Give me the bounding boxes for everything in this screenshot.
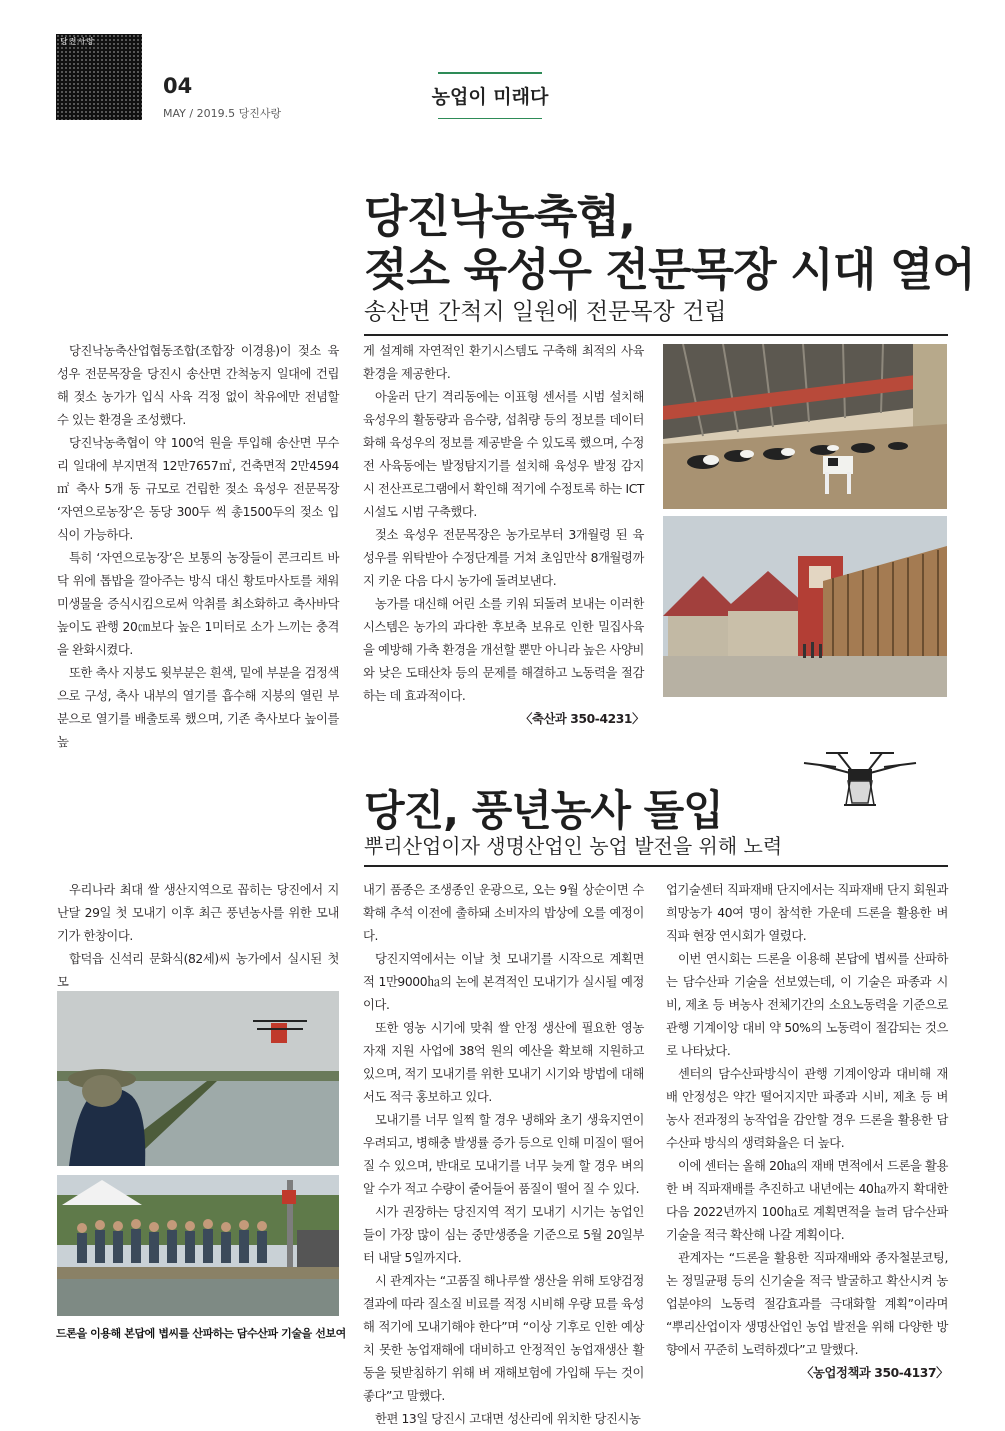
demonstration-crowd-image [57,1175,339,1316]
barn-interior-image [663,344,947,509]
paragraph: 이에 센터는 올해 20㏊의 재배 면적에서 드론을 활용한 벼 직파재배를 추진하고 내년에는 40㏊까지 확대한 다음 2022년까지 100㏊로 계획면적을 늘려 담수산파기술을 적극 확산해 나갈 계획이다. [666,1159,948,1242]
paragraph: 시 관계자는 “고품질 해나루쌀 생산을 위해 토양검정 결과에 따라 질소질 비료를 적정 시비해 우량 묘를 육성해 적기에 모내기해야 한다”며 “이상 기후로 인한 예상치 못한 농업재해에 대비하고 안정적인 농업재생산 활동을 뒷받침하기 위해 벼 재해보험에 가입해 두는 것이 좋다”고 말했다. [363,1274,644,1403]
section-header [410,72,570,119]
paragraph: 당진낙농축협이 약 100억 원을 투입해 송산면 무수리 일대에 부지면적 12만7657㎡, 건축면적 2만4594㎡ 축사 5개 동 규모로 건립한 젖소 육성우 전문목장 ‘자연으로농장’은 동당 300두 씩 총1500두의 젖소 입식이 가능하다. [57,436,339,542]
issue-info: MAY / 2019.5 당진사랑 [163,107,282,120]
article1-title-line2: 젖소 육성우 전문목장 시대 열어 [364,243,975,296]
logo-label: 당진사랑 [60,37,95,46]
section-divider-bottom [438,118,542,119]
drone-field-photo [57,991,339,1166]
paragraph: 또한 영농 시기에 맞춰 쌀 안정 생산에 필요한 영농자재 지원 사업에 38억 원의 예산을 확보해 지원하고 있으며, 적기 모내기를 위한 모내기 시기와 방법에 대해서도 적극 홍보하고 있다. [363,1021,644,1104]
paragraph: 당진낙농축산업협동조합(조합장 이경용)이 젖소 육성우 전문목장을 당진시 송산면 간척농지 일대에 건립해 젖소 농가가 입식 사육 걱정 없이 착유에만 전념할 수 있는 환경을 조성했다. [57,344,339,427]
paragraph: 내기 품종은 조생종인 운광으로, 오는 9월 상순이면 수확해 추석 이전에 출하돼 소비자의 밥상에 오를 예정이다. [363,883,644,943]
article1-title-line1: 당진낙농축협, [364,190,635,243]
paragraph: 합덕읍 신석리 문화식(82세)씨 농가에서 실시된 첫 모 [57,952,339,989]
paragraph: 모내기를 너무 일찍 할 경우 냉해와 초기 생육지연이 우려되고, 병해충 발생률 증가 등으로 인해 미질이 떨어질 수 있으며, 반대로 모내기를 너무 늦게 할 경우 벼의 알 수가 적고 수량이 줄어들어 품질이 떨어 질 수 있다. [363,1113,644,1196]
article2-column3 [666,879,948,1385]
drone-icon [800,745,920,821]
paragraph: 업기술센터 직파재배 단지에서는 직파재배 단지 회원과 희망농가 40여 명이 참석한 가운데 드론을 활용한 벼 직파 현장 연시회가 열렸다. [666,883,948,943]
page-number: 04 [163,74,193,98]
article2-column1 [57,879,339,994]
article2-rule [364,865,948,867]
article1-rule [364,334,948,336]
article2-title: 당진, 풍년농사 돌입 [364,786,723,835]
drone-field-image [57,991,339,1166]
paragraph: 센터의 담수산파방식이 관행 기계이앙과 대비해 재배 안정성은 약간 떨어지지만 파종과 시비, 제초 등 벼농사 전과정의 농작업을 감안할 경우 드론을 활용한 담수산파 방식의 생력화율은 더 높다. [666,1067,948,1150]
paragraph: 시가 권장하는 당진지역 적기 모내기 시기는 농업인들이 가장 많이 심는 중만생종을 기준으로 5월 20일부터 내달 5일까지다. [363,1205,644,1265]
barn-exterior-photo [663,516,947,697]
paragraph: 한편 13일 당진시 고대면 성산리에 위치한 당진시농 [375,1412,641,1426]
demonstration-crowd-photo [57,1175,339,1316]
barn-exterior-image [663,516,947,697]
article1-contact: 〈축산과 350-4231〉 [520,712,644,726]
paragraph: 관계자는 “드론을 활용한 직파재배와 종자철분코팅, 논 정밀균평 등의 신기술을 적극 발굴하고 확산시켜 농업분야의 노동력 절감효과를 극대화할 계획”이라며 “뿌리산업이자 생명산업인 농업 발전을 위해 다양한 방향에서 꾸준히 노력하겠다”고 말했다. [666,1251,948,1357]
barn-interior-photo [663,344,947,509]
paragraph: 또한 축사 지붕도 윗부분은 흰색, 밑에 부분을 검정색으로 구성, 축사 내부의 열기를 흡수해 지붕의 열린 부분으로 열기를 배출토록 했으며, 기존 축사보다 높이를 높 [57,666,339,749]
article2-column2 [363,879,644,1431]
paragraph: 특히 ‘자연으로농장’은 보통의 농장들이 콘크리트 바닥 위에 톱밥을 깔아주는 방식 대신 황토마사토를 채워 미생물을 증식시킴으로써 악취를 최소화하고 축사바닥 높이도 관행 20㎝보다 높은 1미터로 소가 느끼는 충격을 완화시켰다. [57,551,339,657]
paragraph: 이번 연시회는 드론을 이용해 본답에 볍씨를 산파하는 담수산파 기술을 선보였는데, 이 기술은 파종과 시비, 제초 등 벼농사 전체기간의 소요노동력을 기준으로 관행 기계이앙 대비 약 50%의 노동력이 절감되는 것으로 나타났다. [666,952,948,1058]
paragraph: 농가를 대신해 어린 소를 키워 되돌려 보내는 이러한 시스템은 농가의 과다한 후보축 보유로 인한 밀집사육을 예방해 가축 환경을 개선할 뿐만 아니라 높은 사양비와 낮은 도태산차 등의 문제를 해결하고 노동력을 절감하는 데 효과적이다. [363,597,644,703]
section-divider [438,72,542,74]
article2-contact: 〈농업정책과 350-4137〉 [801,1366,948,1380]
article1-column1 [57,340,339,754]
article1-subtitle: 송산면 간척지 일원에 전문목장 건립 [364,299,727,325]
article1-title [364,190,975,296]
section-title: 농업이 미래다 [431,86,549,108]
paragraph: 젖소 육성우 전문목장은 농가로부터 3개월령 된 육성우를 위탁받아 수정단계를 거쳐 초임만삭 8개월령까지 키운 다음 다시 농가에 돌려보낸다. [363,528,644,588]
drone-illustration [800,745,920,821]
paragraph: 당진지역에서는 이날 첫 모내기를 시작으로 계획면적 1만9000㏊의 논에 본격적인 모내기가 실시될 예정이다. [363,952,644,1012]
paragraph: 우리나라 최대 쌀 생산지역으로 꼽히는 당진에서 지난달 29일 첫 모내기 이후 최근 풍년농사를 위한 모내기가 한창이다. [57,883,339,943]
paragraph: 아울러 단기 격리동에는 이표형 센서를 시범 설치해 육성우의 활동량과 음수량, 섭취량 등의 정보를 데이터화해 육성우의 정보를 제공받을 수 있도록 했으며, 수정 전 사육동에는 발정탐지기를 설치해 육성우 발정 감지 시 전산프로그램에서 확인해 적기에 수정토록 하는 ICT시설도 시범 구축했다. [363,390,644,519]
paragraph: 게 설계해 자연적인 환기시스템도 구축해 최적의 사육환경을 제공한다. [363,344,644,381]
article2-subtitle: 뿌리산업이자 생명산업인 농업 발전을 위해 노력 [364,834,783,858]
article1-column2 [363,340,644,731]
photo-caption: 드론을 이용해 본답에 볍씨를 산파하는 담수산파 기술을 선보여 [56,1327,346,1340]
